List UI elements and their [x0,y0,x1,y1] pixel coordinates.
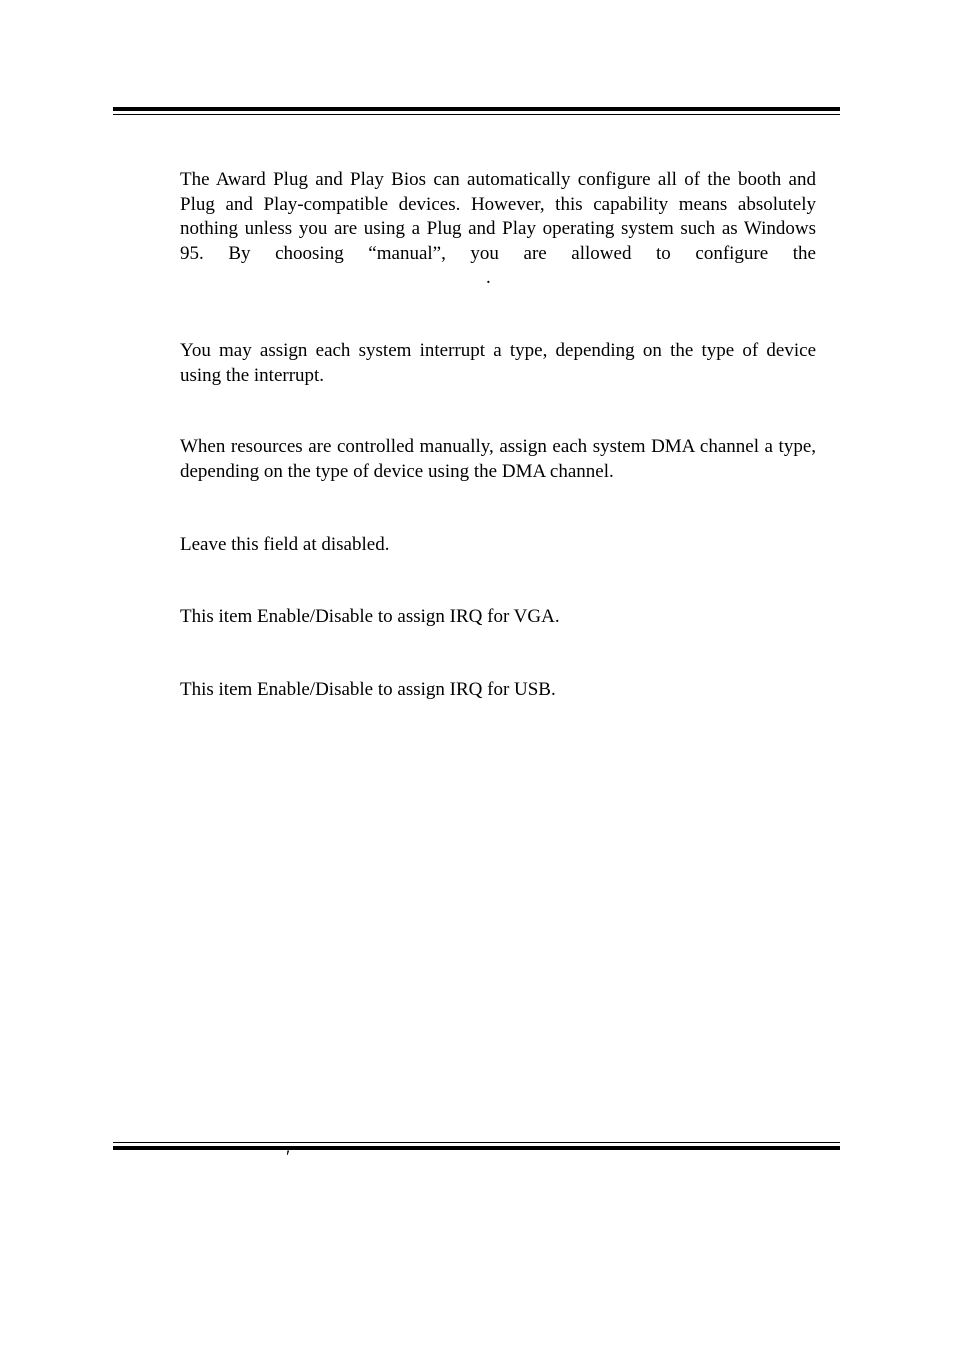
footer-mark: ′ [286,1147,291,1168]
dma-description: When resources are controlled manually, assign each system DMA channel a type, depending on the type of device using the DMA channel. [180,436,816,482]
disabled-description: Leave this field at disabled. [180,534,390,555]
header-rule-thin [113,114,840,115]
vga-irq-description: This item Enable/Disable to assign IRQ for VGA. [180,606,560,627]
footer-rule-thin [113,1142,840,1143]
header-rule-thick [113,107,840,111]
irq-description: You may assign each system interrupt a type, depending on the type of device using the interrupt. [180,340,816,386]
pnp-description-text: The Award Plug and Play Bios can automatically configure all of the booth and Plug and Play-compatible devices. However, this capability means absolutely nothing unless you are using a Plug and Play operating system such as Windows 95. By choosing “manual”, you are allowed to configure the [180,169,816,264]
footer-rule-thick [113,1146,840,1150]
usb-irq-description: This item Enable/Disable to assign IRQ for USB. [180,679,556,700]
pnp-description-end: . [486,267,491,288]
pnp-description [180,168,816,291]
